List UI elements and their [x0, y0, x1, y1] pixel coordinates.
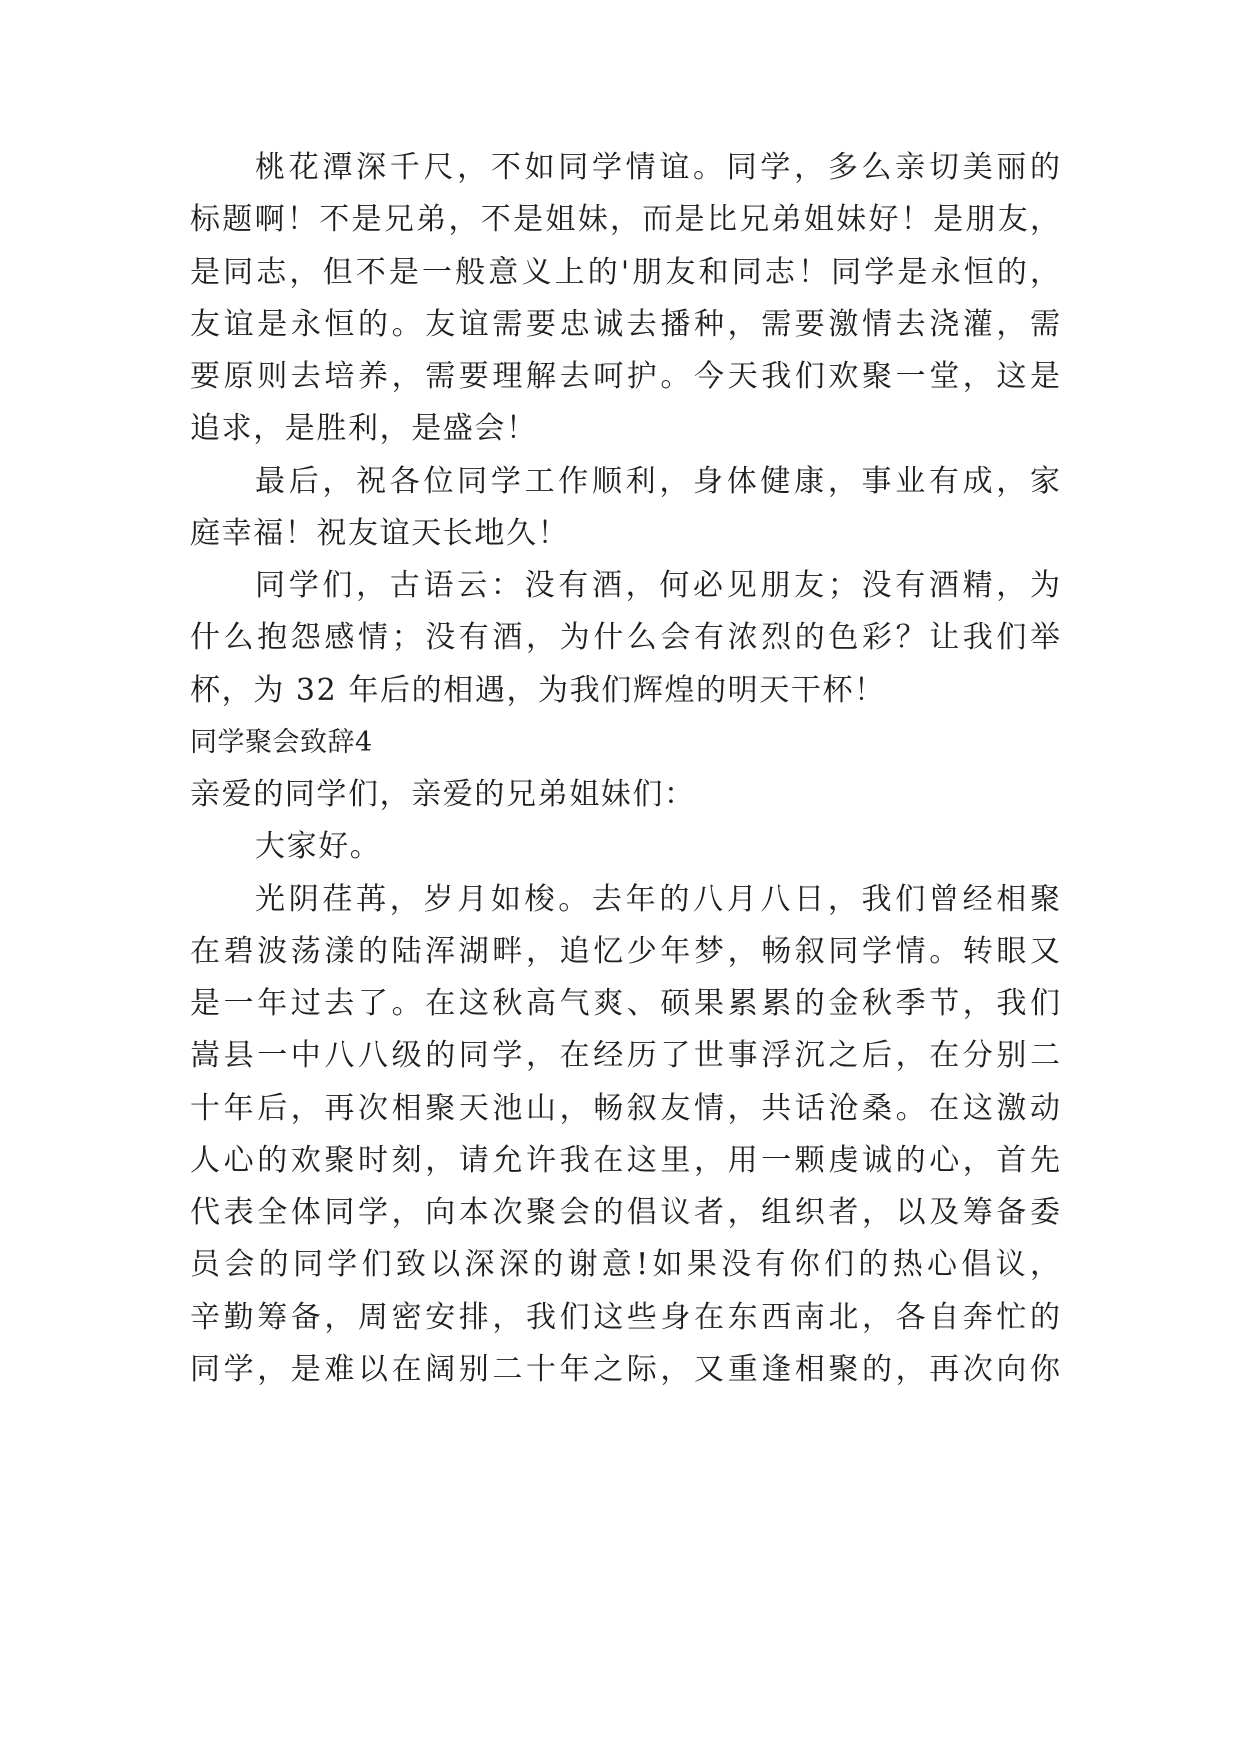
- document-body: [190, 142, 1060, 1396]
- text-line: 友谊是永恒的。友谊需要忠诚去播种，需要激情去浇灌，需: [190, 306, 1060, 342]
- text-line: 同学们，古语云：没有酒，何必见朋友；没有酒精，为: [255, 568, 1060, 603]
- text-line: 代表全体同学，向本次聚会的倡议者，组织者，以及筹备委: [190, 1195, 1060, 1230]
- text-line: 桃花潭深千尺，不如同学情谊。同学，多么亲切美丽的: [255, 150, 1060, 185]
- text-line: 标题啊！不是兄弟，不是姐妹，而是比兄弟姐妹好！是朋友，: [190, 202, 1060, 238]
- salutation-line: 亲爱的同学们，亲爱的兄弟姐妹们：: [190, 777, 696, 812]
- text-line: 要原则去培养，需要理解去呵护。今天我们欢聚一堂，这是: [190, 359, 1060, 394]
- text-line: 员会的同学们致以深深的谢意!如果没有你们的热心倡议，: [190, 1247, 1060, 1283]
- text-line: 追求，是胜利，是盛会！: [190, 411, 538, 447]
- section-heading: 同学聚会致辞4: [190, 726, 373, 758]
- text-line: 同学，是难以在阔别二十年之际，又重逢相聚的，再次向你: [190, 1351, 1060, 1387]
- text-line: 辛勤筹备，周密安排，我们这些身在东西南北，各自奔忙的: [190, 1299, 1060, 1335]
- text-line: 十年后，再次相聚天池山，畅叙友情，共话沧桑。在这激动: [190, 1090, 1060, 1126]
- text-line: 人心的欢聚时刻，请允许我在这里，用一颗虔诚的心，首先: [190, 1142, 1060, 1178]
- text-line: 什么抱怨感情；没有酒，为什么会有浓烈的色彩？让我们举: [190, 620, 1060, 656]
- text-line: 庭幸福！祝友谊天长地久！: [190, 515, 570, 551]
- text-line: 嵩县一中八八级的同学，在经历了世事浮沉之后，在分别二: [190, 1038, 1060, 1074]
- text-line: 是一年过去了。在这秋高气爽、硕果累累的金秋季节，我们: [190, 986, 1060, 1021]
- text-line: 最后，祝各位同学工作顺利，身体健康，事业有成，家: [255, 463, 1060, 499]
- text-line: 杯，为 32 年后的相遇，为我们辉煌的明天干杯！: [190, 672, 886, 708]
- text-line: 光阴荏苒，岁月如梭。去年的八月八日，我们曾经相聚: [255, 881, 1060, 917]
- text-line: 大家好。: [255, 829, 382, 865]
- text-line: 是同志，但不是一般意义上的'朋友和同志！同学是永恒的，: [190, 254, 1060, 290]
- text-line: 在碧波荡漾的陆浑湖畔，追忆少年梦，畅叙同学情。转眼又: [190, 933, 1060, 969]
